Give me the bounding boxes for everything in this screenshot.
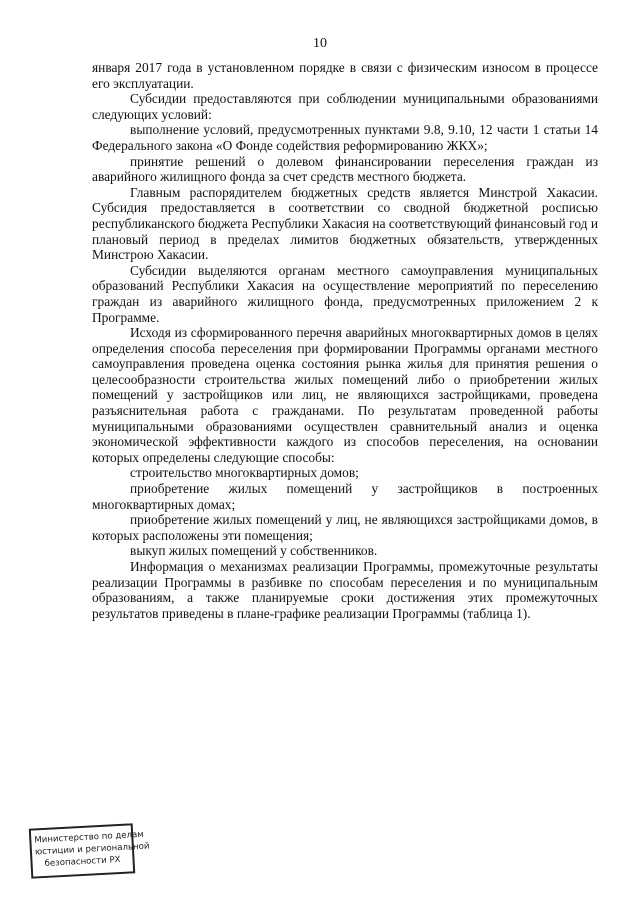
paragraph: Субсидии выделяются органам местного самоуправления муниципальных образований Республики Хакасия на осуществление мероприятий по переселению граждан из аварийного жилищного фонда, предусмотренных приложением 2 к Программе.	[92, 262, 598, 325]
stamp-line: безопасности РХ	[44, 855, 121, 869]
list-item: приобретение жилых помещений у лиц, не являющихся застройщиками домов, в которых расположены эти помещения;	[92, 512, 598, 543]
ministry-stamp	[29, 823, 150, 878]
paragraph: января 2017 года в установленном порядке в связи с физическим износом в процессе его эксплуатации.	[92, 60, 598, 91]
stamp-line: Министерство по делам	[34, 829, 145, 846]
list-item: приобретение жилых помещений у застройщиков в построенных многоквартирных домах;	[92, 481, 598, 512]
list-item: строительство многоквартирных домов;	[130, 465, 359, 481]
paragraph: Субсидии предоставляются при соблюдении муниципальными образованиями следующих условий:	[92, 91, 598, 122]
paragraph: выполнение условий, предусмотренных пунктами 9.8, 9.10, 12 части 1 статьи 14 Федерального закона «О Фонде содействия реформированию ЖКХ»;	[92, 122, 598, 153]
paragraph: Главным распорядителем бюджетных средств является Минстрой Хакасии. Субсидия предоставляется в соответствии со сводной бюджетной росписью республиканского бюджета Республики Хакасия на соответствующий финансовый год и плановый период в пределах лимитов бюджетных обязательств, утвержденных Минстрою Хакасии.	[92, 184, 598, 263]
paragraph: Исходя из сформированного перечня аварийных многоквартирных домов в целях определения способа переселения при формировании Программы органами местного самоуправления проведена оценка состояния рынка жилья для принятия решения о целесообразности строительства жилых помещений либо о приобретении жилых помещений у застройщиков или лиц, не являющихся застройщиками, проведена разъяснительная работа с гражданами. По результатам проведенной работы муниципальными образованиями осуществлен сравнительный анализ и оценка экономической эффективности каждого из способов переселения, на основании которых определены следующие способы:	[92, 325, 598, 465]
list-item: выкуп жилых помещений у собственников.	[130, 543, 378, 559]
paragraph: принятие решений о долевом финансировании переселения граждан из аварийного жилищного фонда за счет средств местного бюджета.	[92, 153, 598, 185]
paragraph: Информация о механизмах реализации Программы, промежуточные результаты реализации Программы в разбивке по способам переселения и по муниципальным образованиям, а также планируемые сроки достижения этих промежуточных результатов приведены в плане-графике реализации Программы (таблица 1).	[92, 559, 598, 621]
stamp-line: юстиции и региональной	[34, 841, 150, 858]
document-body	[92, 60, 598, 621]
page-number: 10	[313, 36, 327, 51]
